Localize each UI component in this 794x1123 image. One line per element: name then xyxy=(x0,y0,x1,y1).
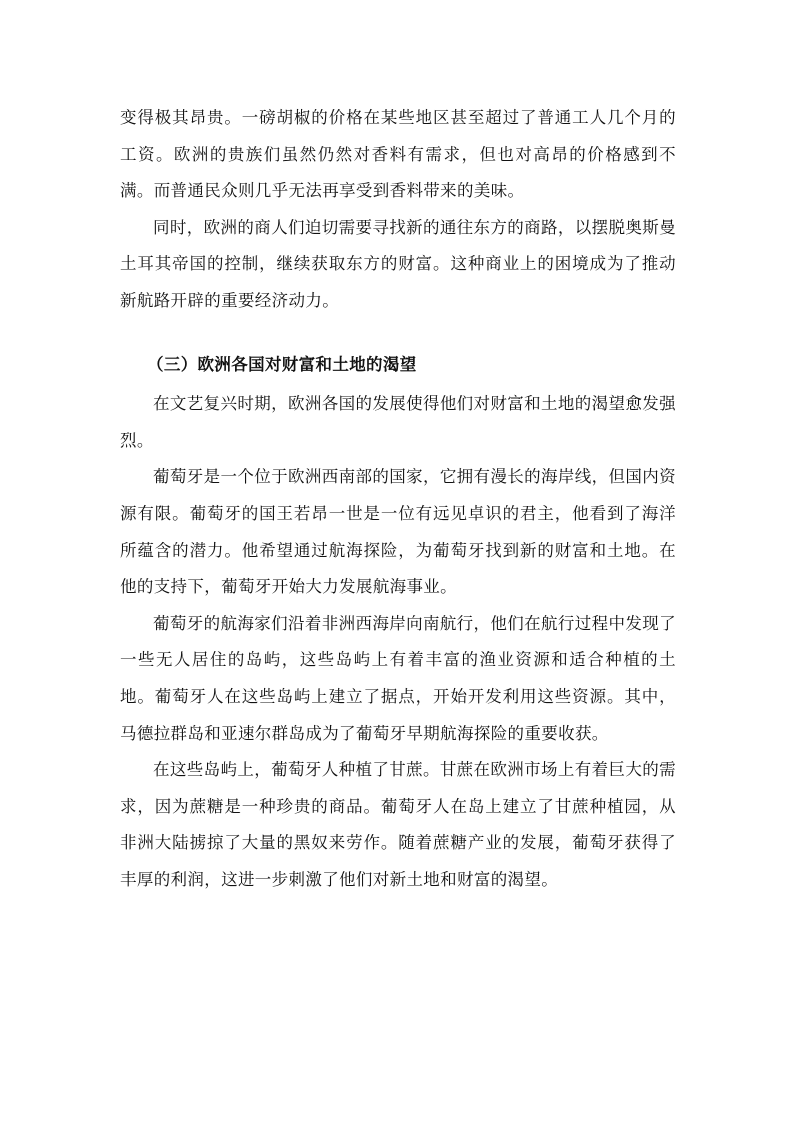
body-paragraph: 葡萄牙的航海家们沿着非洲西海岸向南航行，他们在航行过程中发现了一些无人居住的岛屿，这些岛屿上有着丰富的渔业资源和适合种植的土地。葡萄牙人在这些岛屿上建立了据点，开始开发利用这些资源。其中，马德拉群岛和亚速尔群岛成为了葡萄牙早期航海探险的重要收获。 xyxy=(120,613,676,743)
body-paragraph: 变得极其昂贵。一磅胡椒的价格在某些地区甚至超过了普通工人几个月的工资。欧洲的贵族们虽然仍然对香料有需求，但也对高昂的价格感到不满。而普通民众则几乎无法再享受到香料带来的美味。 xyxy=(120,108,676,201)
body-paragraph: 葡萄牙是一个位于欧洲西南部的国家，它拥有漫长的海岸线，但国内资源有限。葡萄牙的国王若昂一世是一位有远见卓识的君主，他看到了海洋所蕴含的潜力。他希望通过航海探险，为葡萄牙找到新的财富和土地。在他的支持下，葡萄牙开始大力发展航海事业。 xyxy=(120,467,676,597)
section-heading: （三）欧洲各国对财富和土地的渴望 xyxy=(147,354,417,374)
body-paragraph: 在文艺复兴时期，欧洲各国的发展使得他们对财富和土地的渴望愈发强烈。 xyxy=(120,394,676,450)
body-paragraph: 同时，欧洲的商人们迫切需要寻找新的通往东方的商路，以摆脱奥斯曼土耳其帝国的控制，继续获取东方的财富。这种商业上的困境成为了推动新航路开辟的重要经济动力。 xyxy=(120,217,676,310)
body-paragraph: 在这些岛屿上，葡萄牙人种植了甘蔗。甘蔗在欧洲市场上有着巨大的需求，因为蔗糖是一种珍贵的商品。葡萄牙人在岛上建立了甘蔗种植园，从非洲大陆掳掠了大量的黑奴来劳作。随着蔗糖产业的发展，葡萄牙获得了丰厚的利润，这进一步刺激了他们对新土地和财富的渴望。 xyxy=(120,760,676,889)
